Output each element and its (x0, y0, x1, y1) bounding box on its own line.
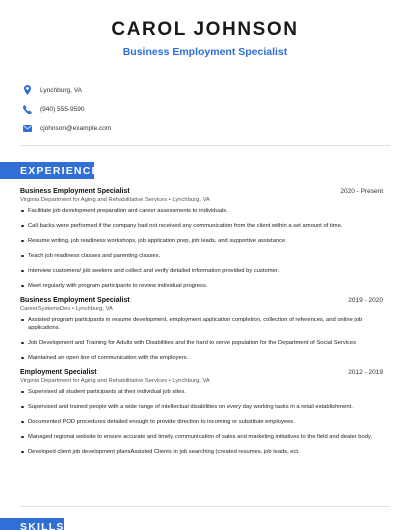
job-entry (20, 188, 383, 290)
header-divider (20, 145, 390, 146)
contact-location-text: Lynchburg, VA (40, 86, 82, 94)
job-dates: 2020 - Present (340, 188, 383, 195)
job-bullets (20, 207, 383, 290)
job-dates: 2019 - 2020 (348, 297, 383, 304)
job-bullet: Teach job readiness classes and parenting classes. (20, 252, 383, 260)
section-skills-label: SKILLS (20, 520, 65, 530)
phone-icon (22, 104, 32, 114)
job-bullet: Developed client job development plansAssisted Clients in job searching (created resumes, job leads, ect. (20, 448, 383, 456)
section-experience-heading (0, 162, 100, 179)
job-bullet: Resume writing, job readiness workshops, job application prep, job leads, and supportive assistance. (20, 237, 383, 245)
candidate-title: Business Employment Specialist (122, 46, 288, 58)
job-bullet: Job Development and Training for Adults with Disabilities and the hard to serve population for the Department of Social Services (20, 339, 383, 347)
section-skills-heading (0, 518, 64, 530)
contact-email (22, 119, 410, 137)
resume-header (0, 0, 410, 59)
experience-divider (20, 506, 390, 507)
job-header (20, 188, 383, 195)
job-bullet: Managed regional website to ensure accurate and timely communication of sales and marketing initiatives to the field and dealer body. (20, 433, 383, 441)
contact-phone-text: (940) 555-9590 (40, 105, 85, 113)
job-header (20, 369, 383, 376)
job-bullet: Call backs were performed if the company had not received any communication from the client within a set amount of time. (20, 222, 383, 230)
job-bullet: Meet regularly with program participants to review individual progress. (20, 282, 383, 290)
job-entry (20, 297, 383, 362)
contact-list (22, 81, 410, 137)
location-pin-icon (22, 85, 32, 95)
job-bullet: Facilitate job development preparation and career assessments to individuals. (20, 207, 383, 215)
job-organization: Virginia Department for Aging and Rehabilitative Services • Lynchburg, VA (20, 378, 210, 384)
job-bullet: Maintained an open line of communication with the employers. (20, 354, 383, 362)
contact-phone (22, 100, 410, 118)
candidate-name: CAROL JOHNSON (111, 19, 299, 40)
experience-list (20, 188, 383, 463)
job-title: Business Employment Specialist (20, 297, 130, 304)
job-title: Business Employment Specialist (20, 188, 130, 195)
contact-email-text[interactable]: cjohnson@example.com (40, 124, 112, 132)
job-bullet: Supervised all student participants at their individual job sites. (20, 388, 383, 396)
job-bullet: Assisted program participants in resume development, employment application completion, collection of references, and online job applications. (20, 316, 383, 332)
contact-location (22, 81, 410, 99)
job-bullet: Supervised and trained people with a wide range of intellectual disabilities on every day working tasks in a retail establishment. (20, 403, 383, 411)
job-organization: Virginia Department for Aging and Rehabilitative Services • Lynchburg, VA (20, 197, 210, 203)
job-bullets (20, 316, 383, 362)
job-bullet: Interview customers/ job seekers and collect and verify detailed information provided by customer. (20, 267, 383, 275)
job-bullets (20, 388, 383, 456)
job-title: Employment Specialist (20, 369, 97, 376)
job-dates: 2012 - 2019 (348, 369, 383, 376)
job-entry (20, 369, 383, 456)
section-experience-label: EXPERIENCE (20, 164, 100, 177)
job-organization: CareerSystemsDev • Lynchburg, VA (20, 306, 113, 312)
email-icon (22, 123, 32, 133)
job-bullet: Documented POD procedures detailed enough to provide direction to incoming or substitute employees. (20, 418, 383, 426)
job-header (20, 297, 383, 304)
